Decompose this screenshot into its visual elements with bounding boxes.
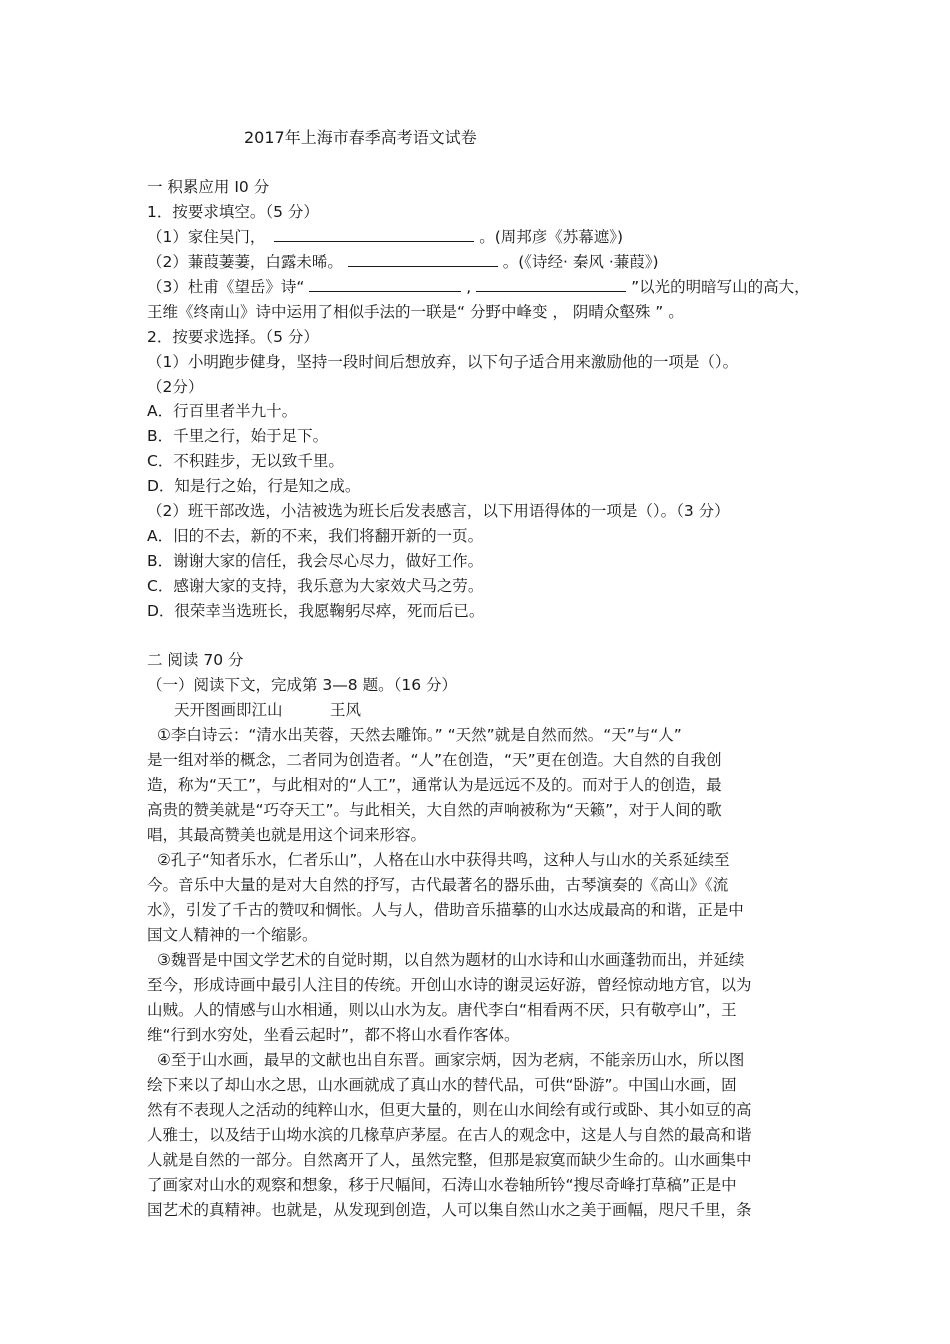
q2-sub1-option-a: A．行百里者半九十。 [147,402,298,420]
article-line: 唱，其最高赞美也就是用这个词来形容。 [147,826,427,844]
q1-item-2-pre: （2）蒹葭萋萋，白露未晞。 [147,253,343,271]
article-line: 然有不表现人之活动的纯粹山水，但更大量的，则在山水间绘有或行或卧、其小如豆的高 [147,1101,752,1119]
q1-item-3-pre: （3）杜甫《望岳》诗“ [147,278,305,296]
article-line: 国艺术的真精神。也就是，从发现到创造，人可以集自然山水之美于画幅，咫尺千里，条 [147,1201,752,1219]
article-line: 绘下来以了却山水之思，山水画就成了真山水的替代品，可供“卧游”。中国山水画，固 [147,1076,737,1094]
q2-sub2-line: （2）班干部改选，小洁被选为班长后发表感言，以下用语得体的一项是（）。（3 分） [147,502,730,520]
page-title: 2017年上海市春季高考语文试卷 [244,128,477,147]
q2-sub1-option-c: C．不积跬步，无以致千里。 [147,452,344,470]
q1-prompt: 1．按要求填空。（5 分） [147,203,319,221]
article-line: 至今，形成诗画中最引人注目的传统。开创山水诗的谢灵运好游，曾经惊动地方官，以为 [147,976,752,994]
answer-blank[interactable] [274,227,474,242]
article-author: 王风 [330,701,362,719]
q2-sub2-option-d: D．很荣幸当选班长，我愿鞠躬尽瘁，死而后已。 [147,602,485,620]
article-line: 水》，引发了千古的赞叹和惆怅。人与人，借助音乐描摹的山水达成最高的和谐，正是中 [147,901,744,919]
q2-sub1-option-d: D．知是行之始，行是知之成。 [147,477,361,495]
answer-blank[interactable] [309,277,461,292]
article-line: 山贼。人的情感与山水相通，则以山水为友。唐代李白“相看两不厌，只有敬亭山”，王 [147,1001,737,1019]
q1-item-2-post: 。(《诗经· 秦风 ·蒹葭》) [502,253,659,271]
q2-prompt: 2．按要求选择。（5 分） [147,328,319,346]
q1-item-3 [147,277,810,297]
article-line: 造，称为“天工”，与此相对的“人工”，通常认为是远远不及的。而对于人的创造，最 [147,776,722,794]
q1-item-1-pre: （1）家住吴门， [147,228,266,246]
article-line: ②孔子“知者乐水，仁者乐山”，人格在山水中获得共鸣，这种人与山水的关系延续至 [157,851,730,869]
q1-item-1-post: 。(周邦彦《苏幕遮》) [479,228,624,246]
section-2-heading: 二 阅读 70 分 [147,651,244,669]
q1-item-3-line-2: 王维《终南山》诗中运用了相似手法的一联是“ 分野中峰变 ， 阴晴众壑殊 ” 。 [147,303,684,321]
q2-sub1-line-2: （2分） [147,378,204,396]
article-line: 人就是自然的一部分。自然离开了人，虽然完整，但那是寂寞而缺少生命的。山水画集中 [147,1151,752,1169]
answer-blank[interactable] [348,252,498,267]
reading-part-1-heading: （一）阅读下文，完成第 3—8 题。（16 分） [147,676,457,694]
q2-sub2-option-c: C．感谢大家的支持，我乐意为大家效犬马之劳。 [147,577,484,595]
article-line: ③魏晋是中国文学艺术的自觉时期，以自然为题材的山水诗和山水画蓬勃而出，并延续 [157,951,745,969]
q1-item-3-post: ”以光的明暗写山的高大， [631,278,810,296]
q1-item-3-mid: , [466,278,472,296]
answer-blank[interactable] [476,277,626,292]
q2-sub1-line-1: （1）小明跑步健身，坚持一段时间后想放弃，以下句子适合用来激励他的一项是（）。 [147,353,739,371]
article-line: 国文人精神的一个缩影。 [147,926,318,944]
article-title: 天开图画即江山 [174,701,283,719]
section-1-heading: 一 积累应用 I0 分 [147,178,270,196]
q1-item-1 [147,227,623,247]
q2-sub2-option-a: A．旧的不去，新的不来，我们将翻开新的一页。 [147,527,484,545]
q2-sub2-option-b: B．谢谢大家的信任，我会尽心尽力，做好工作。 [147,552,484,570]
q2-sub1-option-b: B．千里之行，始于足下。 [147,427,329,445]
article-line: 了画家对山水的观察和想象，移于尺幅间，石涛山水卷轴所钤“搜尽奇峰打草稿”正是中 [147,1176,737,1194]
article-line: 是一组对举的概念，二者同为创造者。“人”在创造，“天”更在创造。大自然的自我创 [147,751,722,769]
q1-item-2 [147,252,659,272]
article-line: 高贵的赞美就是“巧夺天工”。与此相关，大自然的声响被称为“天籁”，对于人间的歌 [147,801,722,819]
article-line: ④至于山水画，最早的文献也出自东晋。画家宗炳，因为老病，不能亲历山水，所以图 [157,1051,745,1069]
article-line: 维“行到水穷处，坐看云起时”，都不将山水看作客体。 [147,1026,520,1044]
article-line: ①李白诗云：“清水出芙蓉，天然去雕饰。” “天然”就是自然而然。“天”与“人” [157,726,682,744]
article-line: 人雅士，以及结于山坳水滨的几椽草庐茅屋。在古人的观念中，这是人与自然的最高和谐 [147,1126,752,1144]
article-line: 今。音乐中大量的是对大自然的抒写，古代最著名的器乐曲，古琴演奏的《高山》《流 [147,876,729,894]
